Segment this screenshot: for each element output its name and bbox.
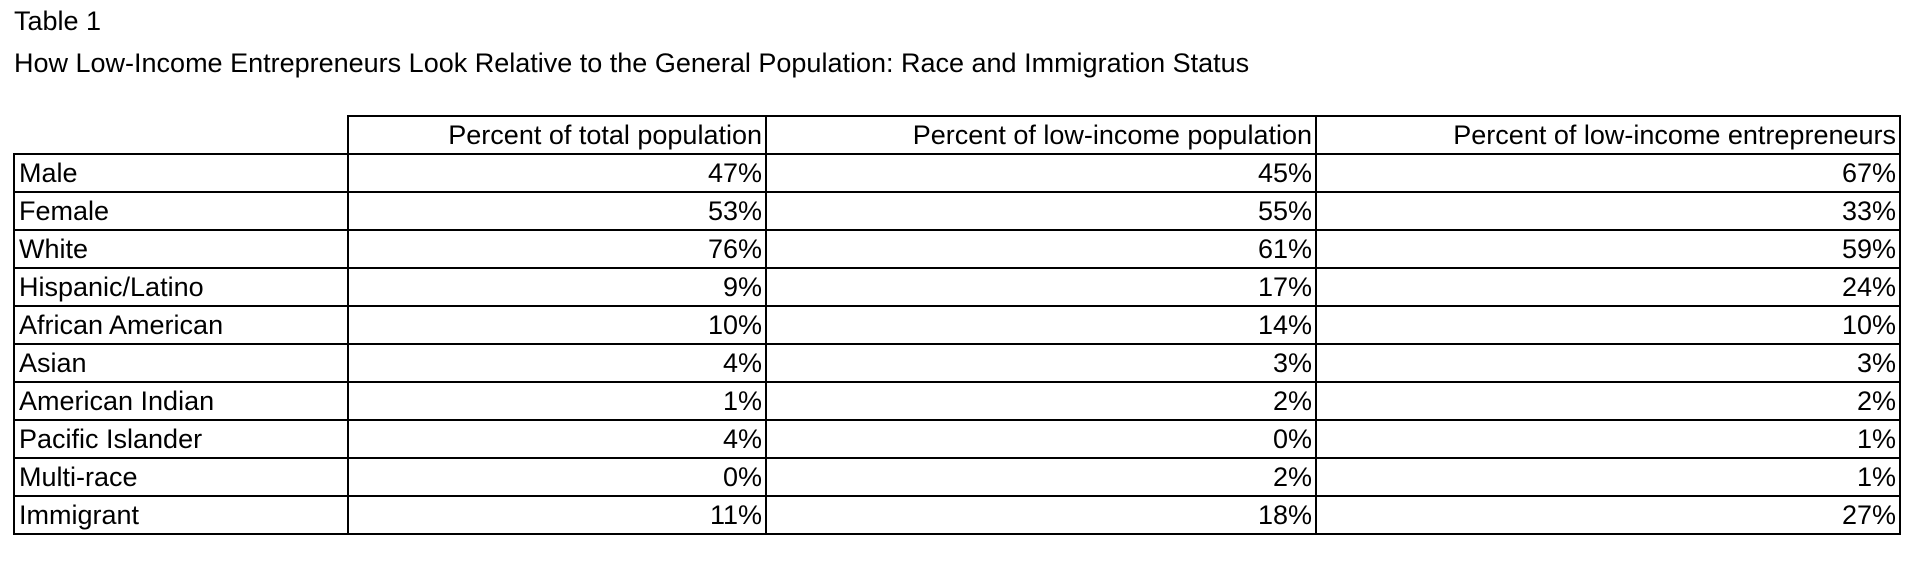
table-cell: 2%	[1316, 382, 1900, 420]
table-cell: 47%	[348, 154, 766, 192]
table-cell: 3%	[766, 344, 1316, 382]
row-label: Hispanic/Latino	[14, 268, 348, 306]
table-cell: 53%	[348, 192, 766, 230]
table-cell: 10%	[1316, 306, 1900, 344]
row-label: Pacific Islander	[14, 420, 348, 458]
table-row	[14, 306, 1900, 344]
column-header: Percent of total population	[348, 116, 766, 154]
table-cell: 2%	[766, 458, 1316, 496]
column-header: Percent of low-income entrepreneurs	[1316, 116, 1900, 154]
table-row	[14, 344, 1900, 382]
table-row	[14, 420, 1900, 458]
table-cell: 55%	[766, 192, 1316, 230]
row-label: White	[14, 230, 348, 268]
table-cell: 24%	[1316, 268, 1900, 306]
table-cell: 10%	[348, 306, 766, 344]
row-label: Multi-race	[14, 458, 348, 496]
table-cell: 33%	[1316, 192, 1900, 230]
corner-cell	[14, 116, 348, 154]
table-row	[14, 458, 1900, 496]
table-cell: 0%	[766, 420, 1316, 458]
table-row	[14, 192, 1900, 230]
table-cell: 18%	[766, 496, 1316, 534]
table-cell: 2%	[766, 382, 1316, 420]
table-cell: 45%	[766, 154, 1316, 192]
table-row	[14, 230, 1900, 268]
table-cell: 11%	[348, 496, 766, 534]
table-cell: 27%	[1316, 496, 1900, 534]
table-row	[14, 154, 1900, 192]
data-table	[13, 115, 1901, 535]
row-label: Male	[14, 154, 348, 192]
table-cell: 0%	[348, 458, 766, 496]
row-label: American Indian	[14, 382, 348, 420]
table-row	[14, 382, 1900, 420]
table-cell: 59%	[1316, 230, 1900, 268]
table-row	[14, 268, 1900, 306]
table-cell: 4%	[348, 344, 766, 382]
table-cell: 76%	[348, 230, 766, 268]
table-cell: 3%	[1316, 344, 1900, 382]
table-cell: 14%	[766, 306, 1316, 344]
header-row	[14, 116, 1900, 154]
table-cell: 61%	[766, 230, 1316, 268]
table-cell: 17%	[766, 268, 1316, 306]
row-label: Female	[14, 192, 348, 230]
row-label: Immigrant	[14, 496, 348, 534]
row-label: Asian	[14, 344, 348, 382]
table-cell: 67%	[1316, 154, 1900, 192]
column-header: Percent of low-income population	[766, 116, 1316, 154]
table-cell: 1%	[1316, 420, 1900, 458]
table-cell: 9%	[348, 268, 766, 306]
table-title: How Low-Income Entrepreneurs Look Relative to the General Population: Race and Immigration Status	[14, 48, 1250, 78]
table-label: Table 1	[14, 6, 102, 36]
table-row	[14, 496, 1900, 534]
table-cell: 1%	[1316, 458, 1900, 496]
row-label: African American	[14, 306, 348, 344]
table-cell: 1%	[348, 382, 766, 420]
table-cell: 4%	[348, 420, 766, 458]
